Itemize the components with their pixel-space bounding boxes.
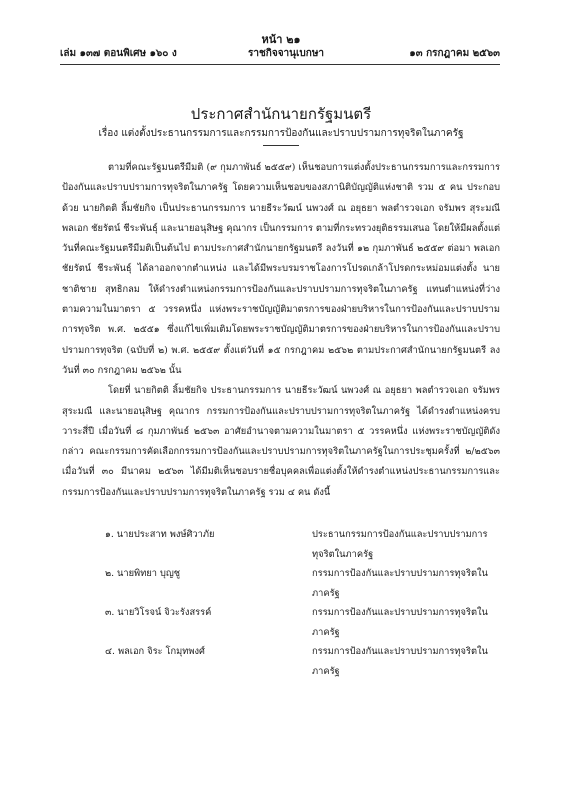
gazette-name: ราชกิจจานุเบกษา	[248, 48, 325, 59]
list-item	[62, 525, 500, 564]
gazette-header	[60, 46, 500, 62]
appointee-position: ประธานกรรมการป้องกันและปราบปรามการทุจริตในภาครัฐ	[312, 529, 488, 560]
header-rule	[60, 64, 500, 65]
publication-date: ๑๓ กรกฎาคม ๒๕๖๓	[409, 48, 500, 59]
title-separator	[263, 145, 299, 146]
paragraph: โดยที่ นายกิตติ ลิ้มชัยกิจ ประธานกรรมการ นายธีระวัฒน์ นพวงศ์ ณ อยุธยา พลตำรวจเอก จรัมพร สุระมณี และนายอนุสิษฐ คุณากร กรรมการป้องกันและปราบปรามการทุจริตในภาครัฐ ได้ดำรงตำแหน่งครบวาระสี่ปี เมื่อวันที่ ๘ กุมภาพันธ์ ๒๕๖๓ อาศัยอำนาจตามความในมาตรา ๕ วรรคหนึ่ง แห่งพระราชบัญญัติดังกล่าว คณะกรรมการคัดเลือกกรรมการป้องกันและปราบปรามการทุจริตในภาครัฐในการประชุมครั้งที่ ๒/๒๕๖๓ เมื่อวันที่ ๓๐ มีนาคม ๒๕๖๓ ได้มีมติเห็นชอบรายชื่อบุคคลเพื่อแต่งตั้งให้ดำรงตำแหน่งประธานกรรมการและกรรมการป้องกันและปราบปรามการทุจริตในภาครัฐ รวม ๔ คน ดังนี้	[62, 385, 500, 498]
appointee-position: กรรมการป้องกันและปราบปรามการทุจริตในภาครัฐ	[312, 646, 488, 677]
list-item	[62, 642, 500, 681]
list-item	[62, 603, 500, 642]
announcement-body	[62, 158, 500, 503]
list-item	[62, 564, 500, 603]
announcement-subject: เรื่อง แต่งตั้งประธานกรรมการและกรรมการป้องกันและปราบปรามการทุจริตในภาครัฐ	[98, 128, 464, 139]
appointee-list	[62, 525, 500, 681]
appointee-name: ๑. นายประสาท พงษ์ศิวาภัย	[105, 529, 215, 540]
volume-info: เล่ม ๑๓๗ ตอนพิเศษ ๑๖๐ ง	[60, 48, 177, 59]
announcement-title: ประกาศสำนักนายกรัฐมนตรี	[190, 105, 372, 123]
appointee-name: ๒. นายพิทยา บุญชู	[105, 568, 181, 579]
appointee-name: ๓. นายวิโรจน์ จิวะรังสรรค์	[105, 607, 212, 618]
appointee-name: ๔. พลเอก จิระ โกมุทพงศ์	[105, 646, 205, 657]
appointee-position: กรรมการป้องกันและปราบปรามการทุจริตในภาครัฐ	[312, 607, 488, 638]
page-number: หน้า ๒๑	[261, 33, 301, 46]
paragraph: ตามที่คณะรัฐมนตรีมีมติ (๙ กุมภาพันธ์ ๒๕๕๙) เห็นชอบการแต่งตั้งประธานกรรมการและกรรมการป้องกันและปราบปรามการทุจริตในภาครัฐ โดยความเห็นชอบของสภานิติบัญญัติแห่งชาติ รวม ๕ คน ประกอบด้วย นายกิตติ ลิ้มชัยกิจ เป็นประธานกรรมการ นายธีระวัฒน์ นพวงศ์ ณ อยุธยา พลตำรวจเอก จรัมพร สุระมณี พลเอก ชัยรัตน์ ชีระพันธุ์ และนายอนุสิษฐ คุณากร เป็นกรรมการ ตามที่กระทรวงยุติธรรมเสนอ โดยให้มีผลตั้งแต่วันที่คณะรัฐมนตรีมีมติเป็นต้นไป ตามประกาศสำนักนายกรัฐมนตรี ลงวันที่ ๑๒ กุมภาพันธ์ ๒๕๕๙ ต่อมา พลเอก ชัยรัตน์ ชีระพันธุ์ ได้ลาออกจากตำแหน่ง และได้มีพระบรมราชโองการโปรดเกล้าโปรดกระหม่อมแต่งตั้ง นายชาติชาย สุทธิกลม ให้ดำรงตำแหน่งกรรมการป้องกันและปราบปรามการทุจริตในภาครัฐ แทนตำแหน่งที่ว่าง ตามความในมาตรา ๕ วรรคหนึ่ง แห่งพระราชบัญญัติมาตรการของฝ่ายบริหารในการป้องกันและปราบปรามการทุจริต พ.ศ. ๒๕๕๑ ซึ่งแก้ไขเพิ่มเติมโดยพระราชบัญญัติมาตรการของฝ่ายบริหารในการป้องกันและปราบปรามการทุจริต (ฉบับที่ ๒) พ.ศ. ๒๕๕๙ ตั้งแต่วันที่ ๑๕ กรกฎาคม ๒๕๖๒ ตามประกาศสำนักนายกรัฐมนตรี ลงวันที่ ๓๐ กรกฎาคม ๒๕๖๒ นั้น	[62, 162, 500, 376]
appointee-position: กรรมการป้องกันและปราบปรามการทุจริตในภาครัฐ	[312, 568, 488, 599]
